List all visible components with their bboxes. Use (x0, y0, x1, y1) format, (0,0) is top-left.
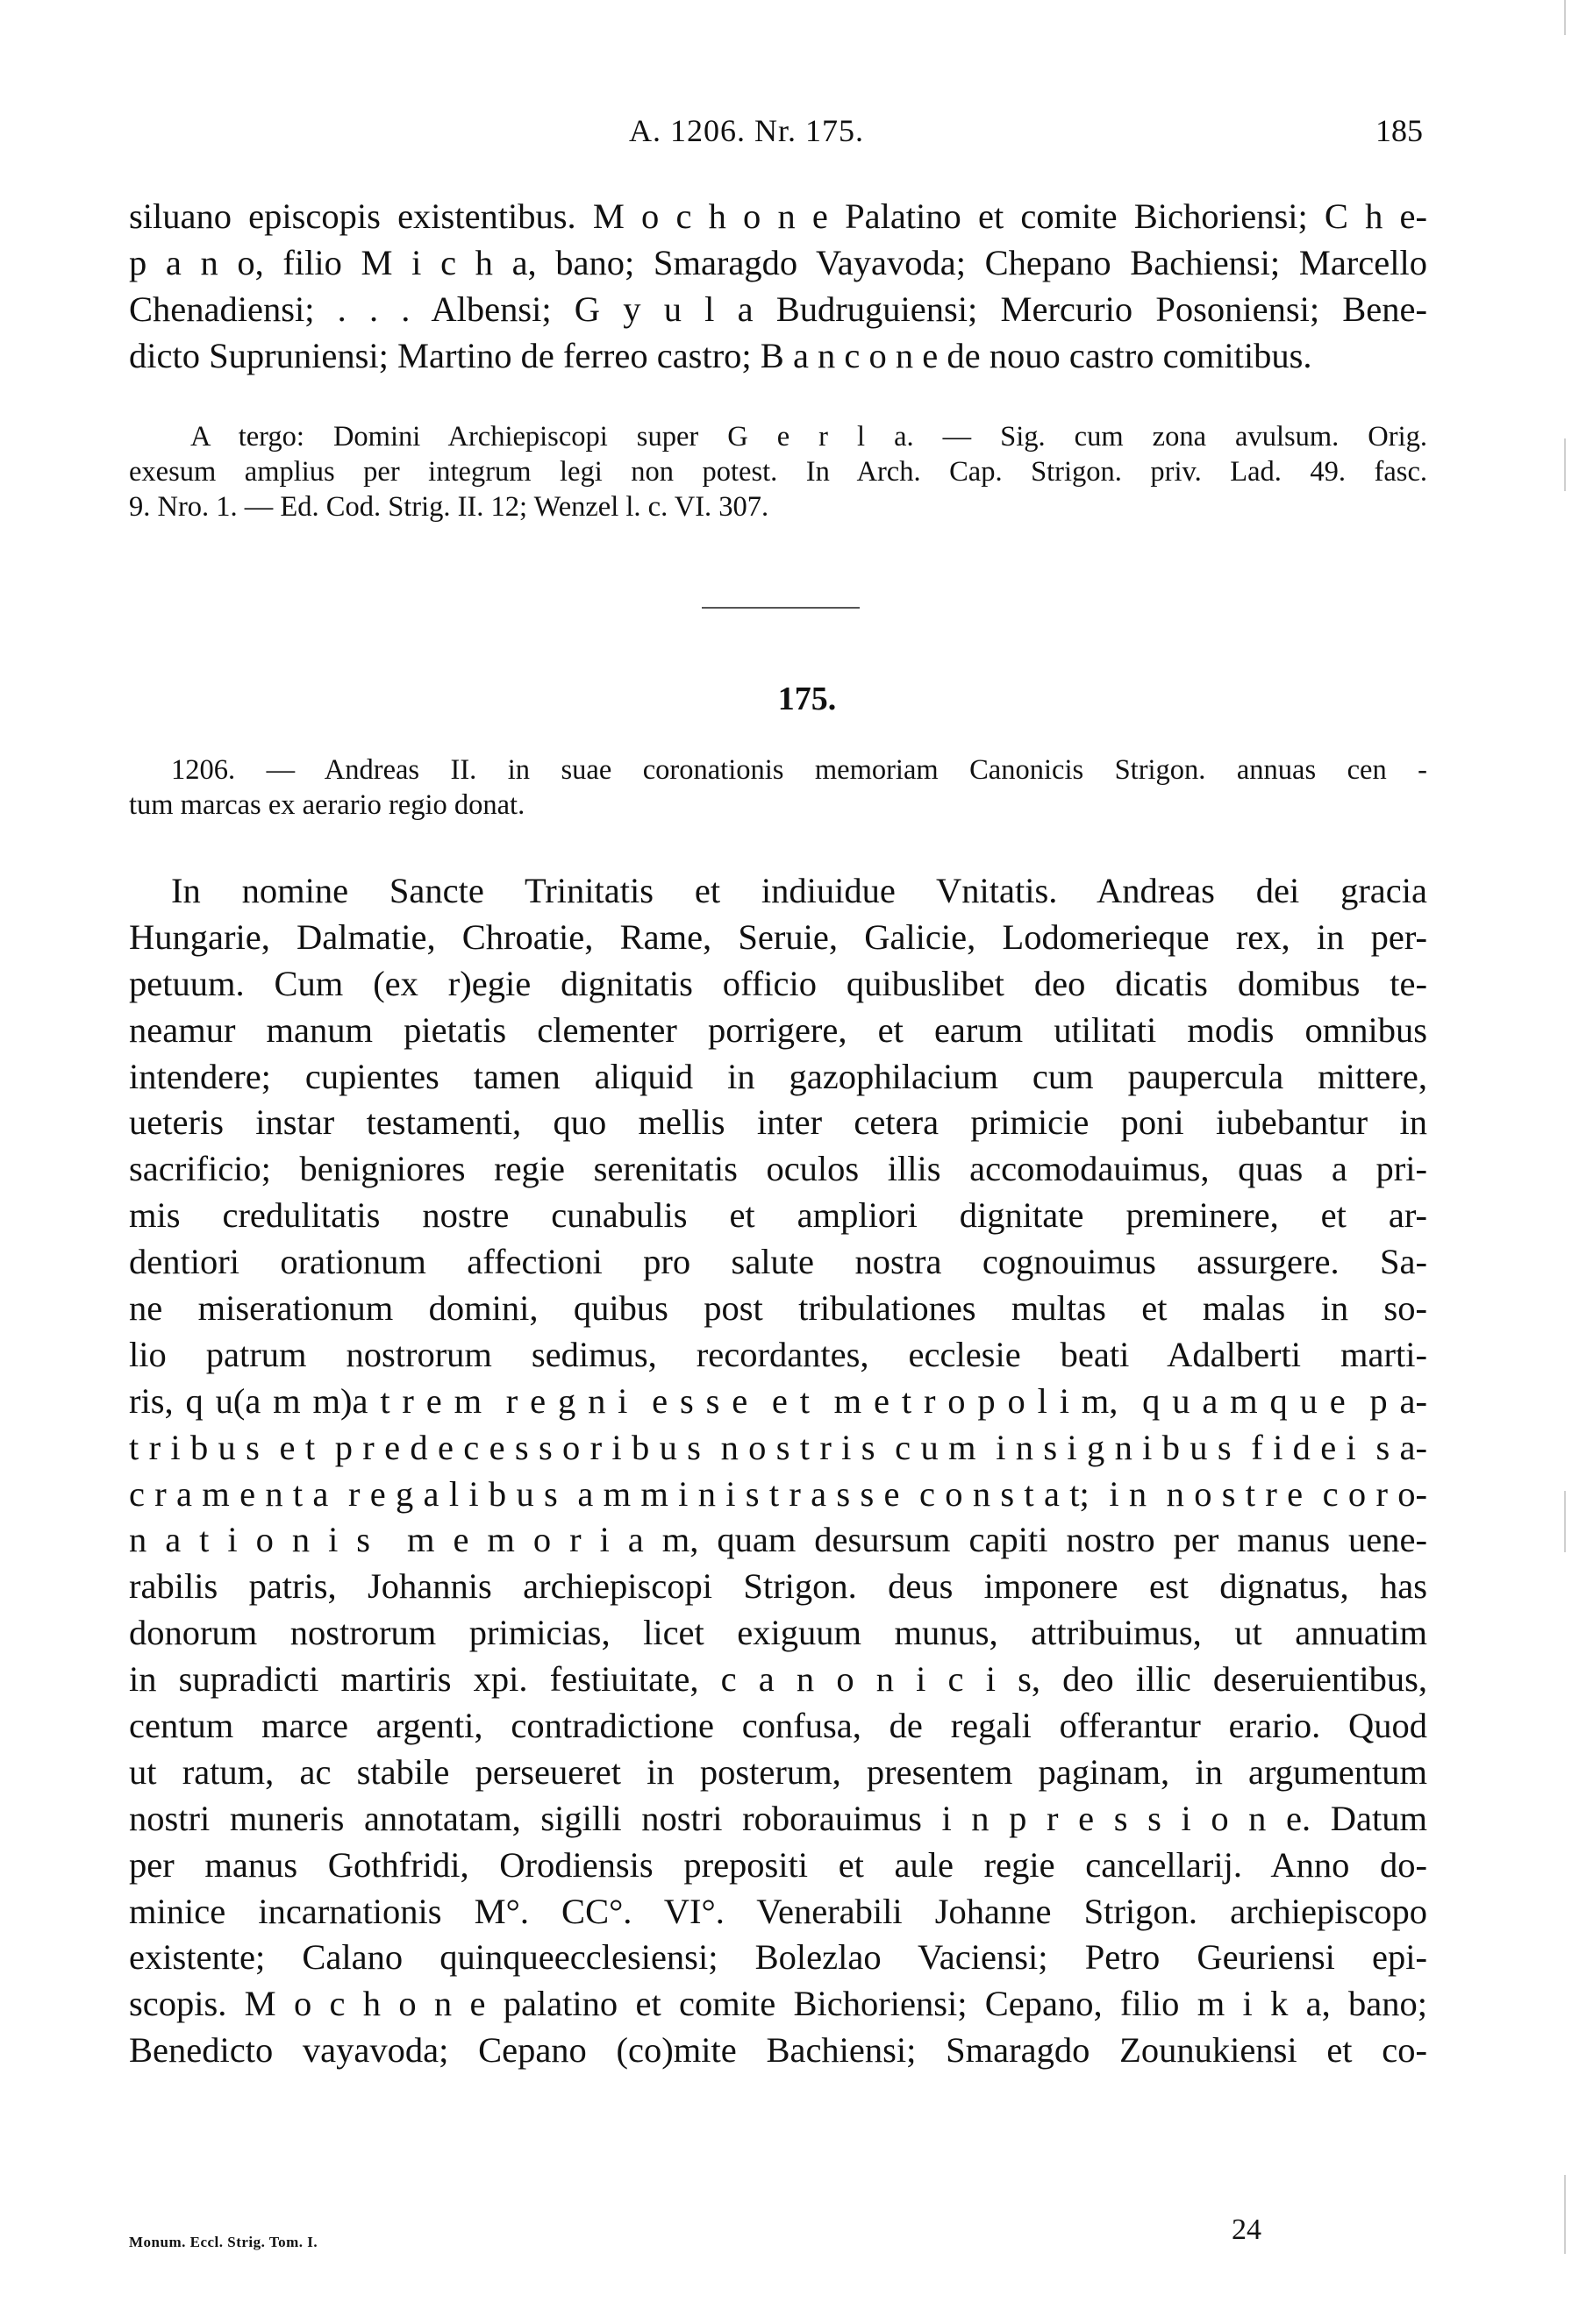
text-line: tum marcas ex aerario regio donat. (129, 789, 525, 821)
text-line: ueteris instar testamenti, quo mellis inter cetera primicie poni iubebantur in (129, 1102, 1427, 1143)
charter-text (129, 868, 1427, 2074)
text-line: ut ratum, ac stabile perseueret in posterum, presentem paginam, in argumentum (129, 1751, 1427, 1792)
document-summary (129, 752, 1427, 823)
scan-edge-mark (1564, 1491, 1566, 1552)
text-line: dicto Supruniensi; Martino de ferreo castro; B a n c o n e de nouo castro comitibus. (129, 335, 1312, 375)
text-line: intendere; cupientes tamen aliquid in gazophilacium cum paupercula mittere, (129, 1056, 1427, 1096)
text-line: dentiori orationum affectioni pro salute nostra cognouimus assurgere. Sa- (129, 1242, 1427, 1282)
text-line: Chenadiensi; . . . Albensi; G y u l a Budruguiensi; Mercurio Posoniensi; Bene- (129, 289, 1427, 329)
page-number: 185 (1375, 113, 1423, 148)
scan-edge-mark (1564, 2175, 1566, 2254)
text-line: sacrificio; benigniores regie serenitatis oculos illis accomodauimus, quas a pri- (129, 1149, 1427, 1189)
text-line: exesum amplius per integrum legi non potest. In Arch. Cap. Strigon. priv. Lad. 49. fasc. (129, 456, 1427, 488)
text-line: In nomine Sancte Trinitatis et indiuidue Vnitatis. Andreas dei gracia (171, 871, 1427, 910)
source-note (129, 419, 1427, 524)
text-line: donorum nostrorum primicias, licet exiguum munus, attribuimus, ut annuatim (129, 1613, 1427, 1653)
text-line: A tergo: Domini Archiepiscopi super G e r l a. — Sig. cum zona avulsum. Orig. (190, 421, 1427, 453)
scan-edge-mark (1564, 0, 1566, 35)
text-line: rabilis patris, Johannis archiepiscopi Strigon. deus imponere est dignatus, has (129, 1566, 1427, 1607)
text-line: petuum. Cum (ex r)egie dignitatis officio quibuslibet deo dicatis domibus te- (129, 963, 1427, 1003)
text-line: centum marce argenti, contradictione confusa, de regali offerantur erario. Quod (129, 1706, 1427, 1746)
text-line: Benedicto vayavoda; Cepano (co)mite Bachiensi; Smaragdo Zounukiensi et co- (129, 2030, 1427, 2071)
text-line: neamur manum pietatis clementer porrigere, et earum utilitati modis omnibus (129, 1009, 1427, 1050)
text-line: scopis. M o c h o n e palatino et comite Bichoriensi; Cepano, filio m i k a, bano; (129, 1984, 1427, 2024)
text-line: n a t i o n i s m e m o r i a m, quam desursum capiti nostro per manus uene- (129, 1520, 1427, 1560)
text-line: c r a m e n t a r e g a l i b u s a m m i n i s t r a s s e c o n s t a t; i n n o s t r e c o r o- (129, 1473, 1427, 1514)
continuation-paragraph (129, 194, 1427, 380)
scan-edge-mark (1564, 438, 1566, 491)
document-number: 175. (777, 681, 837, 717)
text-line: per manus Gothfridi, Orodiensis prepositi et aule regie cancellarij. Anno do- (129, 1844, 1427, 1885)
text-line: p a n o, filio M i c h a, bano; Smaragdo Vayavoda; Chepano Bachiensi; Marcello (129, 242, 1427, 282)
text-line: Hungarie, Dalmatie, Chroatie, Rame, Seruie, Galicie, Lodomerieque rex, in per- (129, 916, 1427, 957)
text-line: 1206. — Andreas II. in suae coronationis memoriam Canonicis Strigon. annuas cen - (171, 754, 1427, 786)
signature-mark: 24 (1232, 2214, 1261, 2246)
text-line: 9. Nro. 1. — Ed. Cod. Strig. II. 12; Wenzel l. c. VI. 307. (129, 491, 769, 523)
text-line: nostri muneris annotatam, sigilli nostri roborauimus i n p r e s s i o n e. Datum (129, 1798, 1427, 1838)
text-line: ne miserationum domini, quibus post tribulationes multas et malas in so- (129, 1288, 1427, 1329)
text-line: siluano episcopis existentibus. M o c h o n e Palatino et comite Bichoriensi; C h e- (129, 196, 1427, 236)
running-head (0, 112, 1579, 156)
running-title: A. 1206. Nr. 175. (629, 113, 864, 148)
text-line: in supradicti martiris xpi. festiuitate, c a n o n i c i s, deo illic deseruientibus, (129, 1659, 1427, 1700)
text-line: t r i b u s e t p r e d e c e s s o r i b u s n o s t r i s c u m i n s i g n i b u s f i d e i s a- (129, 1427, 1427, 1467)
text-line: existente; Calano quinqueecclesiensi; Bolezlao Vaciensi; Petro Geuriensi epi- (129, 1937, 1427, 1978)
text-line: ris, q u(a m m)a t r e m r e g n i e s s e e t m e t r o p o l i m, q u a m q u e p a- (129, 1380, 1427, 1421)
text-line: mis credulitatis nostre cunabulis et ampliori dignitate preminere, et ar- (129, 1195, 1427, 1236)
text-line: minice incarnationis M°. CC°. VI°. Venerabili Johanne Strigon. archiepiscopo (129, 1891, 1427, 1931)
text-line: lio patrum nostrorum sedimus, recordantes, ecclesie beati Adalberti marti- (129, 1334, 1427, 1374)
section-divider (702, 607, 860, 609)
footer-abbreviation: Monum. Eccl. Strig. Tom. I. (129, 2234, 318, 2250)
